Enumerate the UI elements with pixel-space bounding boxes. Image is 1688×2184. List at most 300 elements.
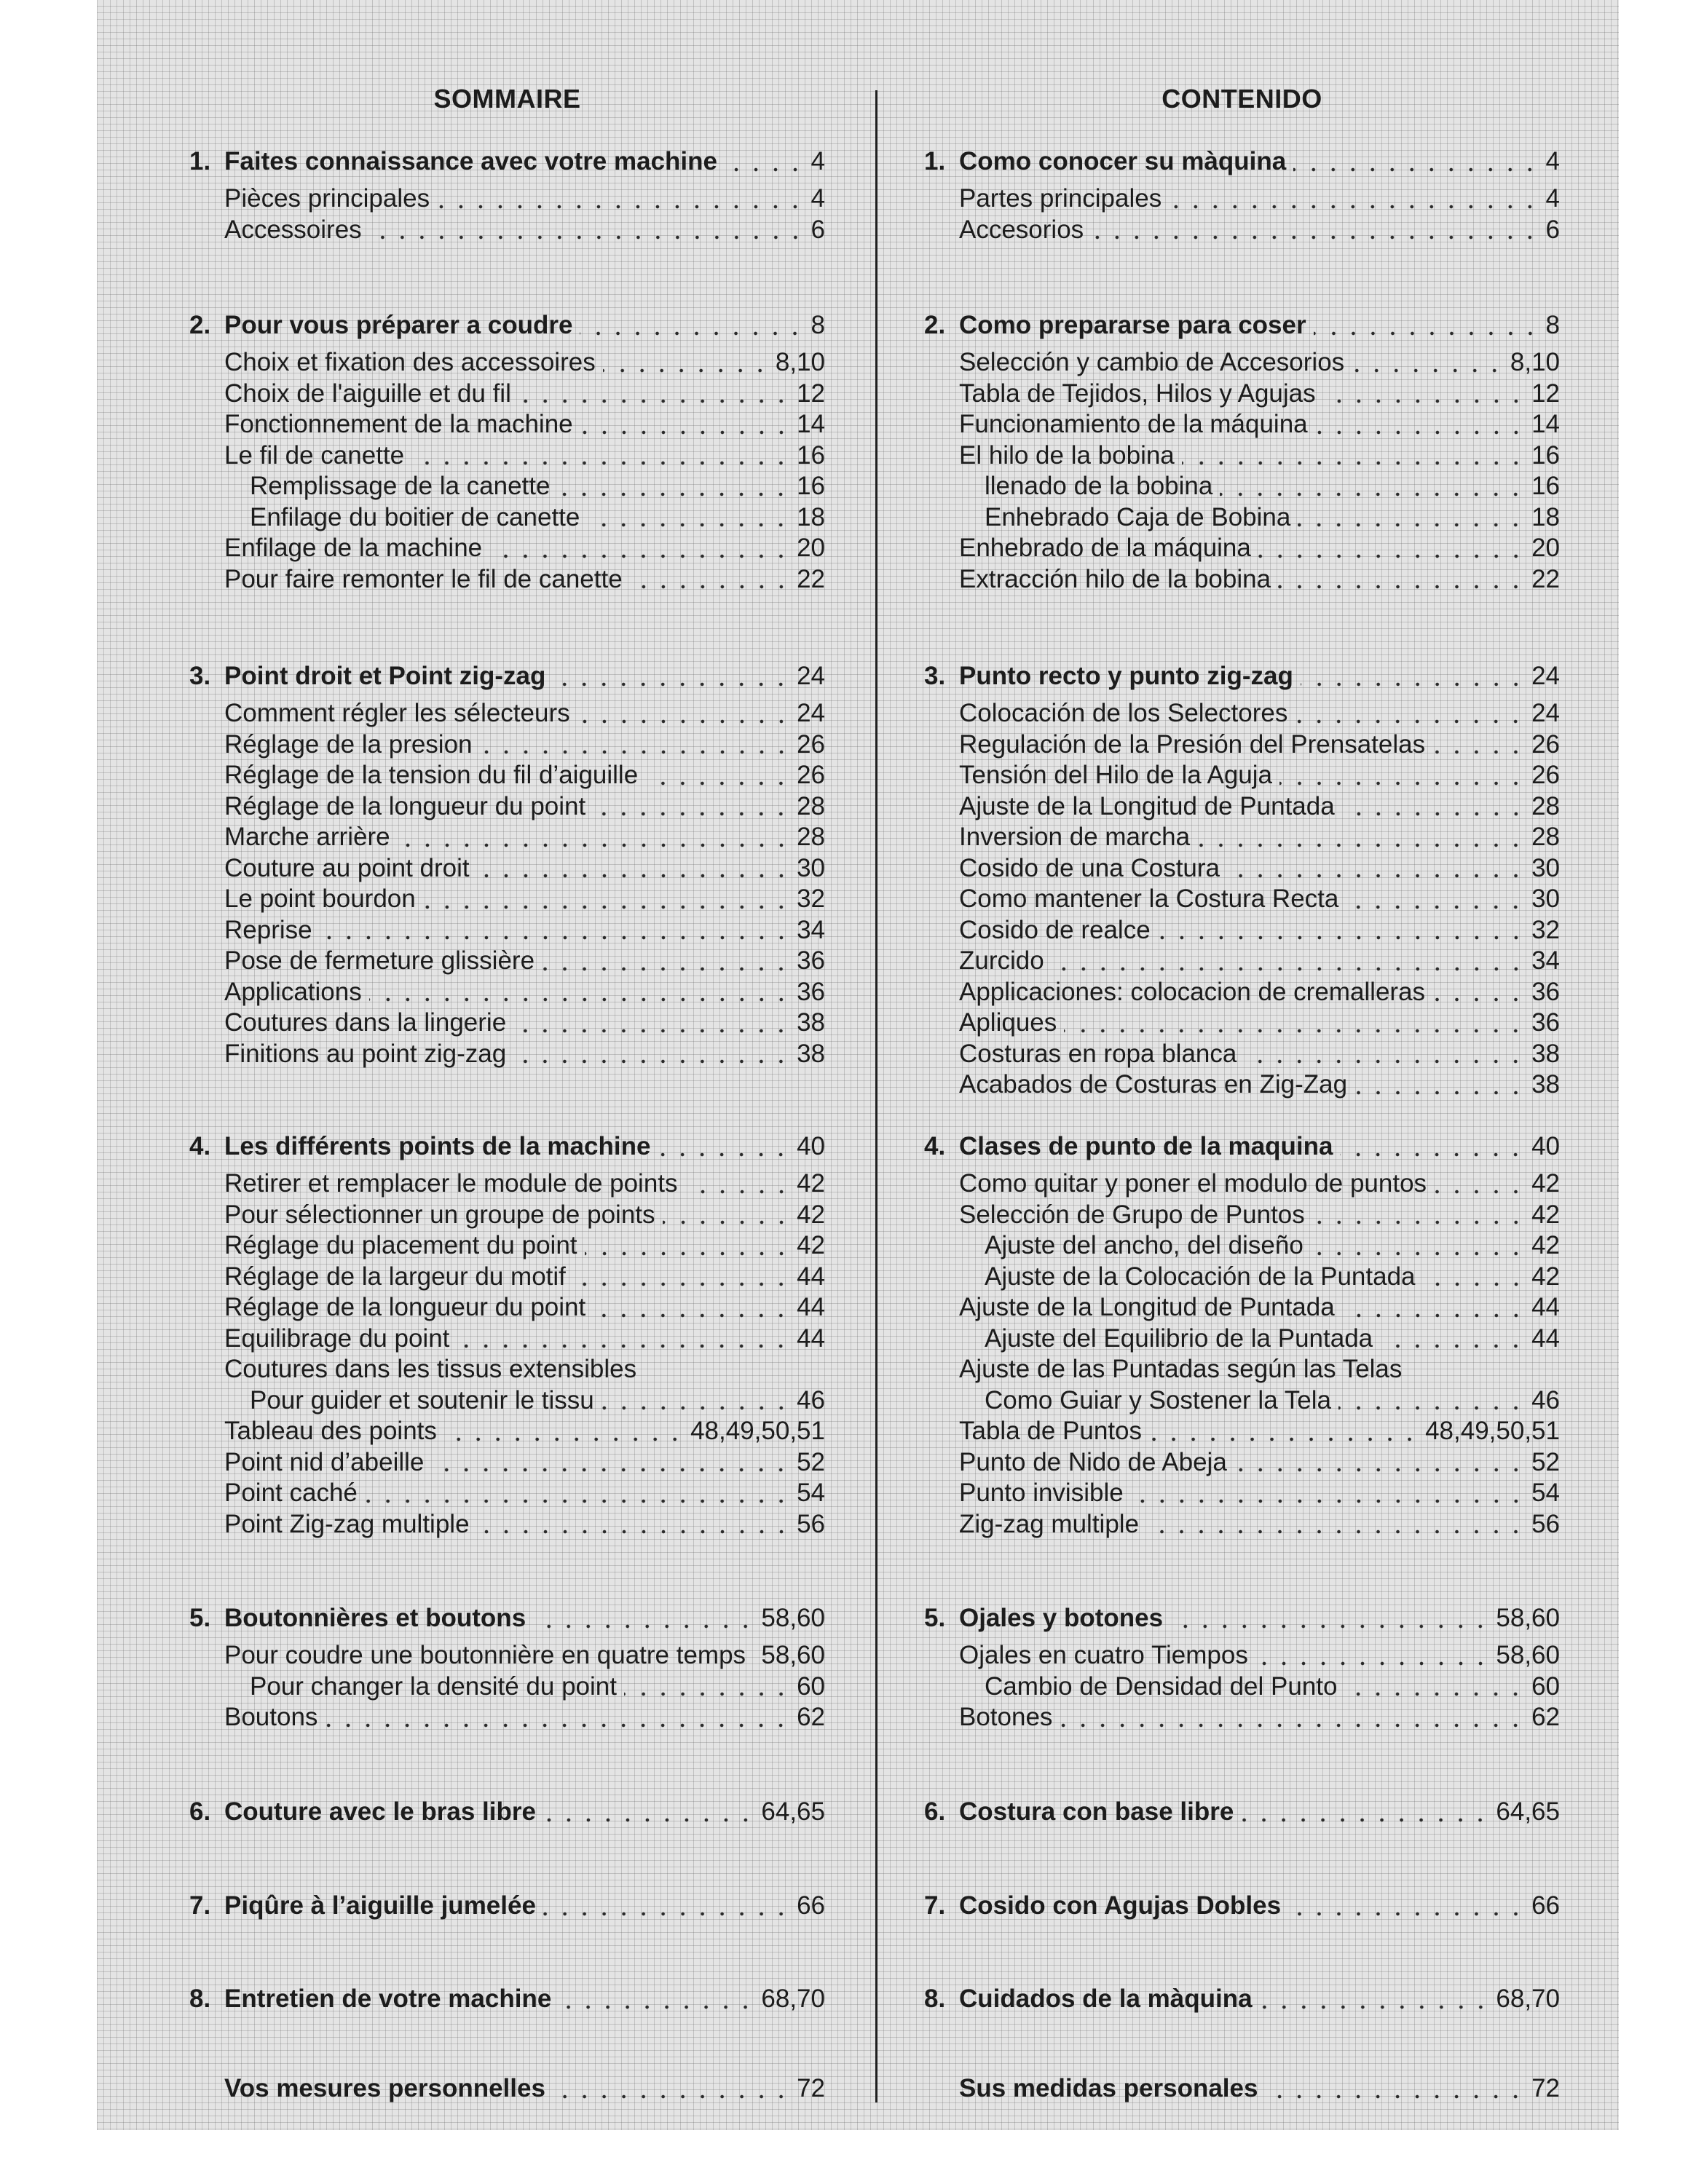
page-number: 28 [1531, 791, 1560, 820]
toc-entry [924, 564, 1560, 596]
entry-title: Entretien de votre machine [224, 1985, 552, 2013]
entry-title: Como prepararse para coser [959, 311, 1306, 339]
dot-leader [477, 1528, 792, 1535]
section-heading [189, 1891, 825, 1922]
entry-title: Pour coudre une boutonnière en quatre temps [224, 1641, 746, 1669]
page-number: 30 [1531, 885, 1560, 913]
toc-entry [924, 946, 1560, 977]
section-number: 1. [924, 147, 946, 175]
entry-title: Cosido de realce [959, 915, 1151, 944]
page-number: 6 [1545, 215, 1560, 244]
toc-entry [924, 1039, 1560, 1070]
toc-section [189, 310, 825, 595]
section-heading [189, 1131, 825, 1163]
entry-title: Tensión del Hilo de la Aguja [959, 761, 1273, 789]
toc-entry [189, 1230, 825, 1262]
dot-leader [477, 872, 791, 879]
page-number: 42 [797, 1231, 825, 1259]
dot-leader [1278, 583, 1526, 590]
section-heading [189, 146, 825, 178]
entry-title: Coutures dans les tissus extensibles [224, 1355, 637, 1383]
dot-leader [1342, 810, 1526, 818]
entry-title: Enfilage du boitier de canette [250, 502, 580, 531]
page-number: 18 [797, 502, 825, 531]
toc-entry [189, 1416, 825, 1447]
dot-leader [577, 718, 791, 725]
page-number: 26 [797, 761, 825, 789]
dot-leader [411, 459, 791, 467]
toc-entry [189, 471, 825, 502]
toc-section [189, 1603, 825, 1733]
page-number: 8,10 [775, 348, 825, 376]
entry-title: Ajuste del ancho, del diseño [985, 1231, 1304, 1259]
entry-title: Applicaciones: colocacion de cremalleras [959, 977, 1426, 1006]
entry-title: Selección y cambio de Accesorios [959, 348, 1345, 376]
toc-entry [924, 1702, 1560, 1733]
page-number: 20 [1531, 534, 1560, 562]
section-heading [924, 2073, 1560, 2105]
toc-entry [924, 502, 1560, 534]
section-number: 8. [924, 1985, 946, 2013]
section-heading [924, 146, 1560, 178]
page-number: 36 [1531, 977, 1560, 1006]
toc-entry [189, 502, 825, 534]
entry-title: Funcionamiento de la máquina [959, 410, 1308, 438]
dot-leader [423, 903, 791, 911]
section-heading [189, 310, 825, 341]
toc-entry [189, 215, 825, 246]
section-heading [189, 661, 825, 692]
dot-leader [1342, 1312, 1526, 1319]
entry-title: Vos mesures personnelles [224, 2074, 545, 2102]
entry-title: Zurcido [959, 946, 1044, 975]
dot-leader [1149, 1436, 1419, 1443]
entry-title: Tabla de Tejidos, Hilos y Agujas [959, 379, 1316, 408]
page-number: 56 [1531, 1509, 1560, 1538]
toc-entry [924, 1478, 1560, 1509]
dot-leader [559, 2003, 755, 2011]
column-title: SOMMAIRE [433, 84, 581, 114]
dot-leader [685, 1188, 792, 1195]
dot-leader [1060, 1722, 1526, 1729]
page-number: 6 [811, 215, 825, 244]
toc-entry [189, 1168, 825, 1200]
toc-section [189, 2073, 825, 2110]
toc-entry [189, 1478, 825, 1509]
toc-entry [924, 1509, 1560, 1540]
toc-entry [924, 1008, 1560, 1039]
dot-leader [1380, 1342, 1526, 1350]
toc-entry [924, 1354, 1560, 1385]
toc-entry [189, 853, 825, 885]
toc-entry [924, 729, 1560, 761]
page-number: 72 [797, 2074, 825, 2102]
entry-title: Pour sélectionner un groupe de points [224, 1200, 655, 1229]
dot-leader [518, 397, 791, 405]
entry-title: Réglage du placement du point [224, 1231, 577, 1259]
page-number: 28 [797, 791, 825, 820]
dot-leader [725, 166, 805, 173]
dot-leader [1158, 934, 1526, 941]
column-divider [875, 90, 877, 2102]
entry-title: Colocación de los Selectores [959, 699, 1288, 727]
toc-entry [924, 1292, 1560, 1324]
page-number: 44 [797, 1324, 825, 1353]
page-number: 58,60 [761, 1641, 825, 1669]
page-number: 42 [1531, 1169, 1560, 1198]
section-number: 6. [189, 1797, 211, 1826]
entry-title: Ojales en cuatro Tiempos [959, 1641, 1248, 1669]
section-number: 2. [924, 311, 946, 339]
page-number: 46 [1531, 1385, 1560, 1415]
toc-entry [924, 471, 1560, 502]
page-number: 4 [811, 184, 825, 213]
dot-leader [1295, 718, 1526, 725]
entry-title: Couture au point droit [224, 853, 470, 882]
toc-entry [189, 1702, 825, 1733]
dot-leader [602, 1404, 791, 1412]
dot-leader [1288, 1910, 1526, 1918]
toc-entry [924, 760, 1560, 791]
entry-title: Cosido con Agujas Dobles [959, 1891, 1282, 1920]
entry-title: Extracción hilo de la bobina [959, 564, 1271, 593]
dot-leader [645, 780, 791, 787]
entry-title: Pour vous préparer a coudre [224, 311, 573, 339]
entry-title: Réglage de la presion [224, 729, 473, 759]
section-number: 3. [924, 662, 946, 690]
dot-leader [1258, 553, 1526, 560]
page-number: 12 [1531, 379, 1560, 408]
page-number: 4 [1545, 184, 1560, 213]
page-number: 44 [1531, 1324, 1560, 1353]
entry-title: Point droit et Point zig-zag [224, 662, 546, 690]
dot-leader [325, 1722, 791, 1729]
entry-title: El hilo de la bobina [959, 440, 1175, 470]
page-number: 42 [1531, 1262, 1560, 1291]
section-number: 7. [189, 1891, 211, 1920]
toc-column-french [189, 0, 825, 2130]
page-number: 24 [797, 699, 825, 727]
page-number: 38 [797, 1039, 825, 1068]
toc-entry [189, 1292, 825, 1324]
entry-title: Boutons [224, 1703, 318, 1731]
dot-leader [1314, 330, 1540, 337]
section-number: 8. [189, 1985, 211, 2013]
entry-title: Costuras en ropa blanca [959, 1039, 1237, 1068]
entry-title: Selección de Grupo de Puntos [959, 1200, 1305, 1229]
dot-leader [513, 1058, 791, 1065]
toc-section [189, 1797, 825, 1834]
entry-title: Retirer et remplacer le module de points [224, 1169, 678, 1198]
entry-title: Botones [959, 1703, 1053, 1731]
page-number: 20 [797, 534, 825, 562]
dot-leader [587, 521, 791, 529]
toc-entry [924, 884, 1560, 915]
entry-title: Les différents points de la machine [224, 1132, 651, 1160]
dot-leader [1338, 1404, 1526, 1412]
section-heading [189, 2073, 825, 2105]
toc-entry [924, 379, 1560, 410]
dot-leader [1279, 780, 1526, 787]
dot-leader [580, 330, 805, 337]
page-number: 68,70 [761, 1985, 825, 2013]
page-number: 46 [797, 1385, 825, 1415]
entry-title: Boutonnières et boutons [224, 1604, 526, 1632]
entry-title: llenado de la bobina [985, 472, 1213, 500]
page-number: 64,65 [1496, 1797, 1560, 1826]
section-heading [924, 1891, 1560, 1922]
dot-leader [1220, 491, 1526, 498]
toc-entry [189, 1640, 825, 1671]
toc-entry [189, 698, 825, 729]
toc-entry [924, 183, 1560, 215]
dot-leader [573, 1281, 791, 1288]
page-number: 18 [1531, 502, 1560, 531]
dot-leader [1182, 459, 1526, 467]
page-number: 16 [797, 472, 825, 500]
dot-leader [1244, 1058, 1526, 1065]
dot-leader [1354, 1089, 1526, 1096]
page-number: 44 [797, 1262, 825, 1291]
section-number: 4. [189, 1132, 211, 1160]
section-number: 5. [189, 1604, 211, 1632]
section-heading [924, 661, 1560, 692]
dot-leader [1315, 429, 1526, 436]
page-number: 40 [1531, 1132, 1560, 1160]
page-number: 58,60 [1496, 1641, 1560, 1669]
dot-leader [1260, 2003, 1491, 2011]
toc-entry [189, 1509, 825, 1540]
entry-title: Choix de l'aiguille et du fil [224, 379, 511, 408]
page-number: 8,10 [1510, 348, 1560, 376]
page-number: 34 [1531, 946, 1560, 975]
dot-leader [365, 1497, 791, 1505]
toc-section [924, 1984, 1560, 2021]
dot-leader [369, 996, 791, 1003]
entry-title: Fonctionnement de la machine [224, 410, 573, 438]
dot-leader [457, 1342, 791, 1350]
page-number: 22 [1531, 564, 1560, 593]
toc-entry [189, 1200, 825, 1231]
page-number: 24 [1531, 662, 1560, 690]
dot-leader [603, 367, 770, 374]
toc-section [924, 1891, 1560, 1928]
dot-leader [1131, 1497, 1526, 1505]
entry-title: Reprise [224, 915, 312, 944]
page-number: 48,49,50,51 [1425, 1417, 1560, 1445]
toc-section [924, 2073, 1560, 2110]
page-number: 16 [797, 440, 825, 470]
toc-entry [924, 1671, 1560, 1703]
toc-entry [189, 1385, 825, 1417]
dot-leader [1170, 1623, 1490, 1630]
dot-leader [1352, 367, 1504, 374]
entry-title: Couture avec le bras libre [224, 1797, 536, 1826]
toc-entry [189, 1354, 825, 1385]
page-number: 44 [797, 1293, 825, 1321]
dot-leader [630, 583, 791, 590]
dot-leader [1434, 1188, 1526, 1195]
entry-title: Apliques [959, 1008, 1057, 1037]
toc-entry [924, 1447, 1560, 1479]
entry-title: Point Zig-zag multiple [224, 1509, 470, 1538]
entry-title: Sus medidas personales [959, 2074, 1258, 2102]
dot-leader [1346, 903, 1526, 911]
section-number: 7. [924, 1891, 946, 1920]
dot-leader [1234, 1466, 1526, 1473]
dot-leader [593, 1312, 791, 1319]
page-number: 12 [797, 379, 825, 408]
page-number: 72 [1531, 2074, 1560, 2102]
section-heading [924, 310, 1560, 341]
dot-leader [1197, 842, 1526, 849]
toc-column-spanish [924, 0, 1560, 2130]
entry-title: Costura con base libre [959, 1797, 1234, 1826]
toc-section [189, 1131, 825, 1540]
page-number: 58,60 [1496, 1604, 1560, 1632]
dot-leader [489, 553, 791, 560]
toc-section [924, 146, 1560, 245]
section-number: 4. [924, 1132, 946, 1160]
entry-title: Applications [224, 977, 362, 1006]
entry-title: Finitions au point zig-zag [224, 1039, 507, 1068]
entry-title: Zig-zag multiple [959, 1509, 1140, 1538]
entry-title: Faites connaissance avec votre machine [224, 147, 717, 175]
toc-entry [189, 347, 825, 379]
entry-title: Ajuste de la Longitud de Puntada [959, 1293, 1335, 1321]
toc-entry [189, 977, 825, 1008]
entry-title: Punto de Nido de Abeja [959, 1447, 1227, 1476]
entry-title: Ajuste de la Colocación de la Puntada [985, 1262, 1416, 1291]
section-heading [924, 1131, 1560, 1163]
dot-leader [658, 1151, 791, 1158]
dot-leader [1064, 1027, 1526, 1034]
toc-section [189, 146, 825, 245]
page-number: 60 [1531, 1671, 1560, 1701]
dot-leader [553, 681, 791, 688]
toc-entry [189, 533, 825, 564]
page-number: 44 [1531, 1293, 1560, 1321]
section-number: 1. [189, 147, 211, 175]
entry-title: Como mantener la Costura Recta [959, 885, 1339, 913]
page-number: 16 [1531, 472, 1560, 500]
toc-entry [924, 915, 1560, 946]
dot-leader [1146, 1528, 1526, 1535]
entry-title: Como quitar y poner el modulo de puntos [959, 1169, 1427, 1198]
dot-leader [1423, 1281, 1526, 1288]
page-number: 62 [797, 1703, 825, 1731]
dot-leader [624, 1690, 791, 1698]
page-number: 24 [1531, 699, 1560, 727]
section-number: 2. [189, 311, 211, 339]
page-number: 36 [797, 946, 825, 975]
toc-entry [924, 1200, 1560, 1231]
page-number: 32 [797, 885, 825, 913]
page-number: 54 [797, 1479, 825, 1507]
section-heading [189, 1603, 825, 1634]
entry-title: Punto invisible [959, 1479, 1124, 1507]
entry-title: Enhebrado Caja de Bobina [985, 502, 1291, 531]
dot-leader [513, 1027, 791, 1034]
toc-section [924, 310, 1560, 595]
toc-entry [924, 1262, 1560, 1293]
page-number: 26 [1531, 761, 1560, 789]
dot-leader [1265, 2093, 1526, 2100]
dot-leader [1432, 996, 1526, 1003]
toc-entry [924, 440, 1560, 472]
entry-title: Le fil de canette [224, 440, 405, 470]
dot-leader [533, 1623, 755, 1630]
page-number: 58,60 [761, 1604, 825, 1632]
entry-title: Réglage de la longueur du point [224, 791, 586, 820]
toc-entry [189, 729, 825, 761]
toc-section [924, 1603, 1560, 1733]
toc-entry [189, 379, 825, 410]
dot-leader [593, 810, 791, 818]
dot-leader [1169, 203, 1539, 210]
dot-leader [1255, 1660, 1491, 1667]
page-number: 42 [797, 1200, 825, 1229]
toc-section [924, 1797, 1560, 1834]
entry-title: Enhebrado de la máquina [959, 534, 1251, 562]
toc-entry [924, 1640, 1560, 1671]
dot-leader [553, 2093, 791, 2100]
toc-section [189, 661, 825, 1069]
entry-title: Choix et fixation des accessoires [224, 348, 596, 376]
entry-title: Regulación de la Presión del Prensatelas [959, 729, 1426, 759]
page-number: 42 [1531, 1231, 1560, 1259]
section-number: 5. [924, 1604, 946, 1632]
page-number: 38 [797, 1008, 825, 1037]
dot-leader [398, 842, 791, 849]
page-number: 28 [1531, 823, 1560, 851]
dot-leader [369, 234, 805, 241]
page-number: 34 [797, 915, 825, 944]
page-number: 14 [1531, 410, 1560, 438]
dot-leader [437, 203, 805, 210]
toc-section [189, 1984, 825, 2021]
toc-entry [924, 1324, 1560, 1355]
entry-title: Réglage de la longueur du point [224, 1293, 586, 1321]
entry-title: Cosido de una Costura [959, 853, 1220, 882]
toc-entry [924, 533, 1560, 564]
toc-entry [924, 1069, 1560, 1101]
toc-entry [189, 564, 825, 596]
dot-leader [431, 1466, 791, 1473]
entry-title: Partes principales [959, 184, 1162, 213]
toc-entry [189, 1324, 825, 1355]
entry-title: Pose de fermeture glissière [224, 946, 535, 975]
page-number: 16 [1531, 440, 1560, 470]
toc-entry [189, 183, 825, 215]
dot-leader [663, 1219, 792, 1226]
page-number: 68,70 [1496, 1985, 1560, 2013]
dot-leader [1293, 166, 1539, 173]
entry-title: Piqûre à l’aiguille jumelée [224, 1891, 536, 1920]
toc-entry [189, 915, 825, 946]
entry-title: Cambio de Densidad del Punto [985, 1671, 1338, 1701]
toc-entry [924, 347, 1560, 379]
entry-title: Ajuste del Equilibrio de la Puntada [985, 1324, 1373, 1353]
entry-title: Tableau des points [224, 1417, 437, 1445]
dot-leader [1298, 521, 1526, 529]
toc-entry [189, 946, 825, 977]
entry-title: Como Guiar y Sostener la Tela [985, 1385, 1331, 1415]
entry-title: Réglage de la tension du fil d’aiguille [224, 761, 639, 789]
toc-entry [924, 1230, 1560, 1262]
entry-title: Pièces principales [224, 184, 430, 213]
entry-title: Pour changer la densité du point [250, 1671, 617, 1701]
